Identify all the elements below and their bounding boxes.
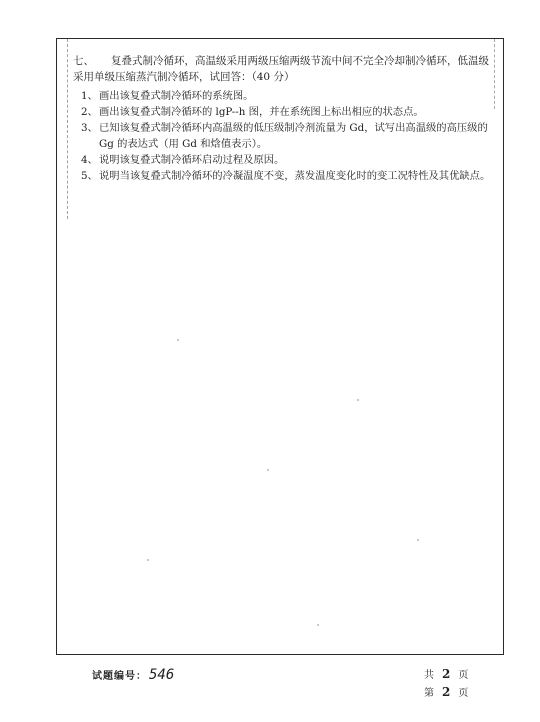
question-stem: 复叠式制冷循环，高温级采用两级压缩两级节流中间不完全冷却制冷循环，低温级采用单级压缩蒸汽制冷循环，试回答：（40 分） <box>73 55 489 83</box>
scan-speck <box>177 339 179 341</box>
sub-question-index: 2、 <box>81 106 98 118</box>
sub-question-text: 说明该复叠式制冷循环启动过程及原因。 <box>99 154 285 166</box>
page-suffix: 页 <box>458 688 469 699</box>
scan-speck <box>147 559 149 561</box>
total-pages: 2 <box>442 667 451 681</box>
sub-question-text: 画出该复叠式制冷循环的系统图。 <box>99 90 254 102</box>
exam-code-label: 试题编号： <box>92 671 147 682</box>
total-pages-row <box>424 666 468 684</box>
total-prefix: 共 <box>424 670 434 681</box>
question-number: 七、 <box>73 55 94 67</box>
page-prefix: 第 <box>424 688 434 699</box>
sub-question-index: 4、 <box>81 154 98 166</box>
exam-code <box>92 667 174 683</box>
page-number: 2 <box>442 685 451 699</box>
sub-question <box>81 152 491 168</box>
sub-question-text: 画出该复叠式制冷循环的 lgP--h 图，并在系统图上标出相应的状态点。 <box>99 106 424 118</box>
page-indicator <box>424 666 468 702</box>
scan-speck <box>417 539 419 541</box>
binding-margin-mark <box>67 39 69 219</box>
exam-code-value: 546 <box>149 667 175 683</box>
sub-question <box>81 120 491 152</box>
exam-page-frame <box>56 38 504 655</box>
binding-margin-mark-right <box>493 39 495 109</box>
sub-question-index: 3、 <box>81 122 98 134</box>
sub-question <box>81 88 491 104</box>
sub-question-index: 1、 <box>81 90 98 102</box>
current-page-row <box>424 684 468 702</box>
scan-speck <box>357 399 359 401</box>
sub-question-text: 已知该复叠式制冷循环内高温级的低压级制冷剂流量为 Gd，试写出高温级的高压级的 Gg 的表达式（用 Gd 和焓值表示）。 <box>99 122 488 150</box>
total-suffix: 页 <box>458 670 469 681</box>
sub-question-text: 说明当该复叠式制冷循环的冷凝温度不变，蒸发温度变化时的变工况特性及其优缺点。 <box>99 170 491 182</box>
scan-speck <box>267 469 269 471</box>
question-header <box>73 53 493 85</box>
scan-speck <box>317 624 319 626</box>
sub-question <box>81 104 491 120</box>
sub-question-list <box>81 88 491 184</box>
sub-question <box>81 168 491 184</box>
sub-question-index: 5、 <box>81 170 98 182</box>
